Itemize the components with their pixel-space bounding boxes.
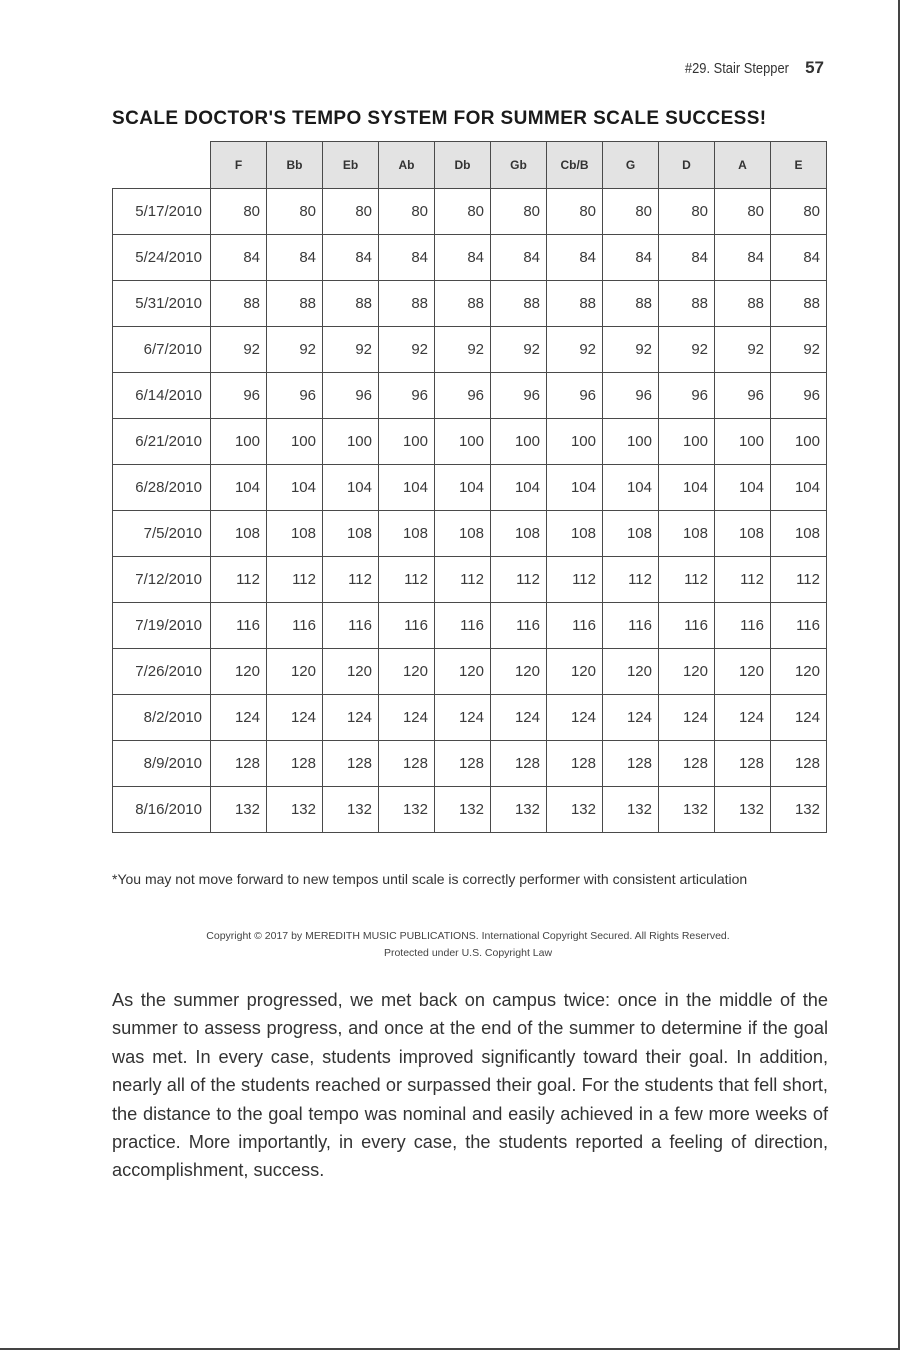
tempo-cell: 128 [323,741,379,787]
tempo-cell: 120 [211,649,267,695]
chapter-title: #29. Stair Stepper [685,60,790,77]
tempo-cell: 84 [715,235,771,281]
tempo-cell: 108 [379,511,435,557]
row-date: 6/28/2010 [113,465,211,511]
column-header-a: A [715,142,771,189]
table-body [113,189,827,833]
tempo-cell: 80 [491,189,547,235]
tempo-cell: 132 [659,787,715,833]
tempo-cell: 120 [771,649,827,695]
table-row [113,281,827,327]
tempo-cell: 84 [603,235,659,281]
table-row [113,327,827,373]
tempo-cell: 100 [603,419,659,465]
tempo-cell: 100 [323,419,379,465]
tempo-cell: 108 [435,511,491,557]
tempo-cell: 108 [771,511,827,557]
tempo-cell: 120 [715,649,771,695]
tempo-cell: 128 [435,741,491,787]
tempo-cell: 100 [211,419,267,465]
row-date: 6/7/2010 [113,327,211,373]
tempo-cell: 88 [491,281,547,327]
table-row [113,787,827,833]
table-row [113,557,827,603]
tempo-cell: 108 [715,511,771,557]
tempo-cell: 104 [659,465,715,511]
table-corner-cell [113,142,211,189]
tempo-cell: 96 [211,373,267,419]
copyright-line-2: Protected under U.S. Copyright Law [383,947,553,959]
tempo-cell: 132 [435,787,491,833]
tempo-cell: 84 [323,235,379,281]
tempo-cell: 108 [547,511,603,557]
tempo-cell: 124 [435,695,491,741]
tempo-cell: 120 [435,649,491,695]
row-date: 7/19/2010 [113,603,211,649]
tempo-cell: 104 [547,465,603,511]
tempo-cell: 116 [603,603,659,649]
tempo-cell: 132 [379,787,435,833]
tempo-cell: 104 [379,465,435,511]
tempo-cell: 92 [267,327,323,373]
tempo-cell: 124 [547,695,603,741]
tempo-cell: 124 [379,695,435,741]
tempo-cell: 116 [323,603,379,649]
tempo-cell: 112 [491,557,547,603]
tempo-cell: 92 [211,327,267,373]
row-date: 8/9/2010 [113,741,211,787]
tempo-cell: 96 [267,373,323,419]
tempo-cell: 112 [267,557,323,603]
running-header [668,58,824,78]
table-title: SCALE DOCTOR'S TEMPO SYSTEM FOR SUMMER SCALE SUCCESS! [112,108,767,129]
tempo-cell: 128 [491,741,547,787]
tempo-cell: 132 [603,787,659,833]
row-date: 7/26/2010 [113,649,211,695]
tempo-cell: 80 [323,189,379,235]
tempo-cell: 84 [547,235,603,281]
tempo-cell: 96 [379,373,435,419]
row-date: 7/12/2010 [113,557,211,603]
tempo-cell: 112 [323,557,379,603]
tempo-cell: 84 [491,235,547,281]
table-row [113,419,827,465]
tempo-cell: 132 [491,787,547,833]
table-header-row [113,142,827,189]
table-footnote: *You may not move forward to new tempos until scale is correctly performer with consistent articulation [112,871,748,887]
row-date: 8/16/2010 [113,787,211,833]
tempo-cell: 92 [771,327,827,373]
tempo-cell: 96 [435,373,491,419]
page-number: 57 [805,58,824,77]
table-row [113,649,827,695]
tempo-cell: 124 [267,695,323,741]
tempo-cell: 120 [323,649,379,695]
tempo-cell: 108 [267,511,323,557]
tempo-cell: 124 [211,695,267,741]
tempo-cell: 128 [715,741,771,787]
row-date: 5/31/2010 [113,281,211,327]
tempo-cell: 116 [211,603,267,649]
tempo-cell: 100 [771,419,827,465]
tempo-cell: 92 [715,327,771,373]
tempo-cell: 96 [771,373,827,419]
tempo-cell: 116 [379,603,435,649]
tempo-cell: 124 [715,695,771,741]
tempo-cell: 80 [435,189,491,235]
tempo-cell: 124 [771,695,827,741]
tempo-cell: 120 [547,649,603,695]
body-paragraph: As the summer progressed, we met back on campus twice: once in the middle of the summer to assess progress, and once at the end of the summer to determine if the goal was met. In every case, students improved significantly toward their goal. In addition, nearly all of the students reached or surpassed their goal. For the students that fell short, the distance to the goal tempo was nominal and easily achieved in a few more weeks of practice. More importantly, in every case, the students reported a feeling of direction, accomplishment, success. [112,990,828,1181]
tempo-cell: 116 [547,603,603,649]
tempo-cell: 100 [659,419,715,465]
tempo-cell: 100 [435,419,491,465]
tempo-cell: 88 [715,281,771,327]
table-row [113,465,827,511]
tempo-cell: 112 [659,557,715,603]
tempo-cell: 116 [659,603,715,649]
tempo-cell: 112 [211,557,267,603]
tempo-cell: 128 [659,741,715,787]
row-date: 5/24/2010 [113,235,211,281]
tempo-cell: 124 [603,695,659,741]
tempo-cell: 108 [603,511,659,557]
row-date: 5/17/2010 [113,189,211,235]
tempo-cell: 96 [603,373,659,419]
tempo-cell: 100 [379,419,435,465]
tempo-cell: 100 [547,419,603,465]
column-header-g: G [603,142,659,189]
tempo-cell: 80 [379,189,435,235]
tempo-cell: 92 [659,327,715,373]
tempo-cell: 124 [659,695,715,741]
tempo-cell: 124 [323,695,379,741]
column-header-cb-b: Cb/B [547,142,603,189]
tempo-cell: 128 [547,741,603,787]
tempo-cell: 108 [491,511,547,557]
tempo-cell: 84 [771,235,827,281]
table-row [113,235,827,281]
tempo-cell: 104 [435,465,491,511]
tempo-cell: 88 [323,281,379,327]
tempo-cell: 88 [379,281,435,327]
tempo-cell: 96 [547,373,603,419]
tempo-cell: 128 [379,741,435,787]
column-header-eb: Eb [323,142,379,189]
column-header-gb: Gb [491,142,547,189]
tempo-cell: 132 [211,787,267,833]
tempo-cell: 96 [491,373,547,419]
tempo-cell: 128 [267,741,323,787]
tempo-cell: 88 [659,281,715,327]
tempo-cell: 104 [715,465,771,511]
tempo-cell: 112 [547,557,603,603]
tempo-cell: 92 [491,327,547,373]
tempo-cell: 108 [323,511,379,557]
tempo-cell: 104 [323,465,379,511]
tempo-cell: 104 [211,465,267,511]
tempo-cell: 120 [603,649,659,695]
tempo-cell: 80 [267,189,323,235]
tempo-cell: 116 [267,603,323,649]
tempo-cell: 132 [547,787,603,833]
tempo-cell: 120 [379,649,435,695]
copyright-notice [112,928,824,962]
tempo-cell: 84 [211,235,267,281]
table-row [113,373,827,419]
column-header-ab: Ab [379,142,435,189]
tempo-cell: 116 [435,603,491,649]
column-header-d: D [659,142,715,189]
tempo-cell: 92 [603,327,659,373]
tempo-cell: 92 [547,327,603,373]
tempo-cell: 80 [603,189,659,235]
tempo-cell: 132 [715,787,771,833]
tempo-cell: 88 [267,281,323,327]
tempo-cell: 80 [715,189,771,235]
tempo-cell: 92 [323,327,379,373]
copyright-line-1: Copyright © 2017 by MEREDITH MUSIC PUBLICATIONS. International Copyright Secured. All Rights Reserved. [206,930,730,942]
tempo-cell: 112 [379,557,435,603]
tempo-cell: 84 [267,235,323,281]
tempo-cell: 104 [267,465,323,511]
tempo-cell: 92 [379,327,435,373]
table-row [113,189,827,235]
tempo-cell: 88 [547,281,603,327]
tempo-cell: 128 [771,741,827,787]
table-row [113,511,827,557]
tempo-cell: 80 [547,189,603,235]
tempo-cell: 120 [659,649,715,695]
tempo-cell: 84 [379,235,435,281]
tempo-cell: 100 [267,419,323,465]
tempo-cell: 88 [211,281,267,327]
tempo-cell: 104 [491,465,547,511]
tempo-cell: 112 [603,557,659,603]
tempo-cell: 128 [211,741,267,787]
column-header-bb: Bb [267,142,323,189]
row-date: 6/14/2010 [113,373,211,419]
tempo-table [112,141,827,833]
tempo-cell: 92 [435,327,491,373]
row-date: 8/2/2010 [113,695,211,741]
tempo-cell: 108 [659,511,715,557]
tempo-cell: 124 [491,695,547,741]
tempo-cell: 84 [659,235,715,281]
tempo-cell: 80 [771,189,827,235]
tempo-cell: 80 [211,189,267,235]
tempo-cell: 128 [603,741,659,787]
tempo-cell: 80 [659,189,715,235]
tempo-cell: 104 [771,465,827,511]
tempo-cell: 112 [715,557,771,603]
tempo-cell: 120 [267,649,323,695]
tempo-cell: 88 [771,281,827,327]
tempo-cell: 112 [435,557,491,603]
column-header-db: Db [435,142,491,189]
row-date: 7/5/2010 [113,511,211,557]
table-row [113,695,827,741]
tempo-cell: 100 [491,419,547,465]
tempo-cell: 96 [323,373,379,419]
tempo-cell: 132 [323,787,379,833]
tempo-cell: 88 [603,281,659,327]
column-header-e: E [771,142,827,189]
row-date: 6/21/2010 [113,419,211,465]
tempo-cell: 116 [491,603,547,649]
tempo-cell: 112 [771,557,827,603]
tempo-cell: 120 [491,649,547,695]
tempo-cell: 132 [771,787,827,833]
tempo-cell: 132 [267,787,323,833]
tempo-cell: 104 [603,465,659,511]
column-header-f: F [211,142,267,189]
table-row [113,603,827,649]
tempo-cell: 100 [715,419,771,465]
tempo-cell: 108 [211,511,267,557]
tempo-cell: 96 [715,373,771,419]
tempo-cell: 116 [771,603,827,649]
tempo-cell: 84 [435,235,491,281]
table-row [113,741,827,787]
tempo-cell: 96 [659,373,715,419]
tempo-cell: 88 [435,281,491,327]
tempo-cell: 116 [715,603,771,649]
